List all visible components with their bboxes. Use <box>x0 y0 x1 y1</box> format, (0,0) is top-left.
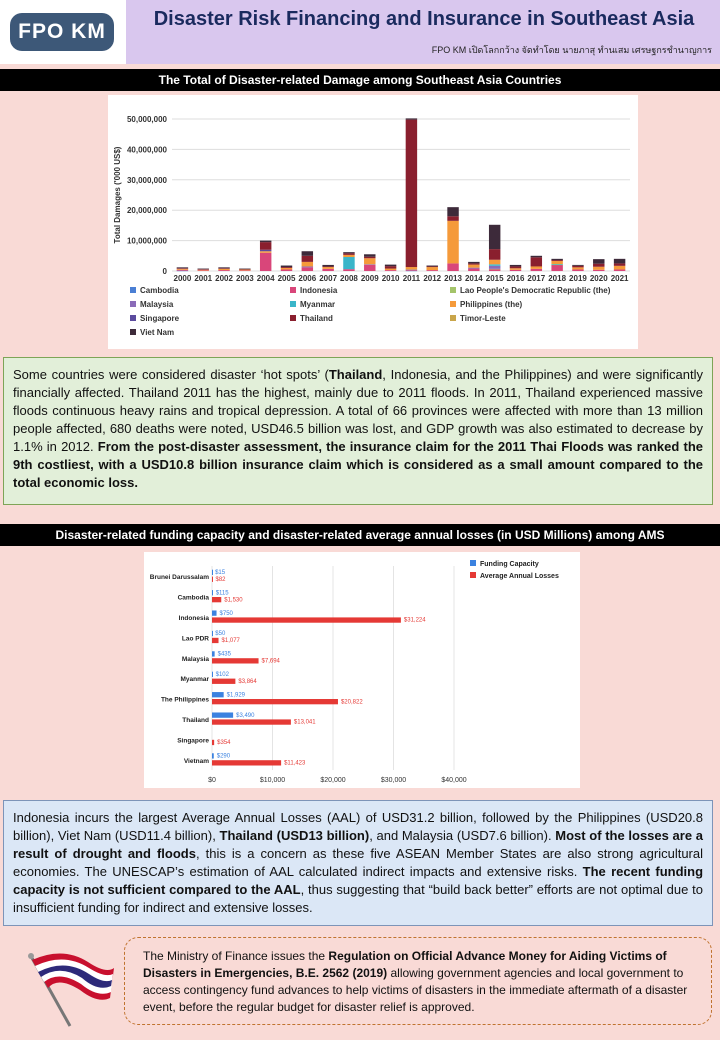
damage-summary-text2: , Indonesia, and the Philippines) and were significantly financially affected. Thailand 2011 has the highest, mainly due to 2011 floods. In 2011, Thailand experienced massive floods continuous heavy rains and tropical depression. A total of 66 provinces were affected with more than 13 million people affected, 680 deaths were noted, USD46.5 billion was lost, and GDP growth was also estimated to decrease by 1.1% in 2012. <box>13 367 703 454</box>
bar-viet-nam-2007 <box>322 265 333 267</box>
x-tick-label: 2001 <box>194 274 213 283</box>
data-label: $290 <box>216 753 231 760</box>
x-tick-label: 2000 <box>173 274 192 283</box>
bar-viet-nam-2019 <box>572 265 583 266</box>
x-tick-label: 2006 <box>298 274 317 283</box>
bar-singapore-2004 <box>260 250 271 252</box>
bar-indonesia-2007 <box>322 269 333 271</box>
bar-indonesia-2003 <box>239 270 250 271</box>
x-tick-label: 2003 <box>235 274 254 283</box>
bar-thailand-2003 <box>239 269 250 270</box>
category-label: Myanmar <box>180 676 209 684</box>
x-tick-label: 2017 <box>527 274 546 283</box>
page-subtitle: FPO KM เปิดโลกกว้าง จัดทำโดย นายภาสุ ทำนเสม เศรษฐกรชำนาญการ <box>431 45 712 55</box>
x-tick-label: 2008 <box>340 274 358 283</box>
category-label: The Philippines <box>160 696 209 704</box>
category-label: Vietnam <box>183 757 209 765</box>
x-tick-label: 2016 <box>506 274 525 283</box>
x-tick-label: 2007 <box>319 274 338 283</box>
bar-viet-nam-2013 <box>447 207 458 216</box>
bar-viet-nam-2018 <box>551 259 562 260</box>
x-tick-label: 2002 <box>215 274 233 283</box>
bar-lao-people-s-democratic-republic-the--2011 <box>406 269 417 270</box>
bar-philippines-the--2020 <box>593 267 604 270</box>
bar-thailand-2012 <box>427 266 438 267</box>
legend-swatch <box>450 287 456 293</box>
bar-philippines-the--2013 <box>447 221 458 264</box>
bar-thailand-2006 <box>302 256 313 262</box>
damage-summary-text1: Some countries were considered disaster ‘hot spots’ ( <box>13 367 329 382</box>
header <box>0 0 720 64</box>
bar-viet-nam-2003 <box>239 269 250 270</box>
page-title: Disaster Risk Financing and Insurance in Southeast Asia <box>153 8 695 30</box>
bar-malaysia-2015 <box>489 266 500 269</box>
bar-indonesia-2002 <box>218 270 229 271</box>
x-tick-label: 2005 <box>277 274 296 283</box>
legend-label: Timor-Leste <box>460 314 506 323</box>
bar-viet-nam-2009 <box>364 254 375 256</box>
bar-indonesia-2001 <box>198 270 209 271</box>
bar-aal-lao-pdr <box>212 638 219 643</box>
bar-thailand-2002 <box>218 268 229 269</box>
bar-viet-nam-2002 <box>218 267 229 268</box>
bar-viet-nam-2012 <box>427 266 438 267</box>
legend-label: Funding Capacity <box>480 561 539 568</box>
bar-funding-malaysia <box>212 651 215 656</box>
bar-philippines-the--2000 <box>177 269 188 270</box>
data-label: $50 <box>215 631 226 638</box>
x-tick-label: $30,000 <box>380 777 407 784</box>
x-tick-label: $40,000 <box>441 777 467 784</box>
x-tick-label: $10,000 <box>259 777 286 784</box>
x-tick-label: 2021 <box>610 274 629 283</box>
x-tick-label: 2011 <box>402 274 421 283</box>
bar-myanmar-2015 <box>489 264 500 266</box>
category-label: Singapore <box>177 737 209 745</box>
x-tick-label: 2015 <box>485 274 504 283</box>
x-tick-label: 2018 <box>548 274 567 283</box>
data-label: $750 <box>219 610 233 617</box>
bar-thailand-2021 <box>614 263 625 265</box>
bar-thailand-2007 <box>322 266 333 267</box>
legend-swatch <box>290 301 296 307</box>
x-tick-label: 2013 <box>444 274 462 283</box>
bar-malaysia-2009 <box>364 264 375 265</box>
bar-indonesia-2012 <box>427 270 438 271</box>
x-tick-label: 2020 <box>589 274 608 283</box>
data-label: $13,041 <box>293 719 316 726</box>
bar-thailand-2011 <box>406 120 417 267</box>
bar-thailand-2019 <box>572 266 583 268</box>
bar-aal-malaysia <box>212 658 259 663</box>
bar-funding-lao-pdr <box>212 631 213 636</box>
bar-philippines-the--2005 <box>281 268 292 270</box>
y-tick-label: 50,000,000 <box>126 115 167 124</box>
data-label: $115 <box>215 590 229 597</box>
damage-chart <box>108 95 638 349</box>
x-tick-label: $0 <box>208 777 216 784</box>
legend-swatch <box>290 287 296 293</box>
bar-lao-people-s-democratic-republic-the--2015 <box>489 269 500 270</box>
y-tick-label: 0 <box>162 267 167 276</box>
bar-viet-nam-2020 <box>593 259 604 264</box>
bar-malaysia-2006 <box>302 266 313 267</box>
aal-bold1: Thailand (USD13 billion) <box>219 828 370 843</box>
bar-viet-nam-2010 <box>385 265 396 267</box>
bar-indonesia-2000 <box>177 270 188 271</box>
data-label: $354 <box>217 740 231 747</box>
bar-thailand-2016 <box>510 266 521 268</box>
bar-indonesia-2015 <box>489 269 500 271</box>
x-tick-label: 2009 <box>360 274 379 283</box>
data-label: $20,822 <box>340 699 363 706</box>
aal-text4: , thus suggesting that “build back better” efforts are not optimal due to insufficient funding for indirect and extensive losses. <box>13 882 704 915</box>
bar-viet-nam-2017 <box>531 256 542 258</box>
bar-indonesia-2004 <box>260 253 271 271</box>
bar-thailand-2000 <box>177 268 188 269</box>
bar-indonesia-2010 <box>385 270 396 271</box>
bar-thailand-2001 <box>198 269 209 270</box>
bar-aal-the-philippines <box>212 699 338 704</box>
bar-thailand-2005 <box>281 267 292 268</box>
bar-philippines-the--2006 <box>302 262 313 267</box>
legend-label: Viet Nam <box>140 328 175 337</box>
bar-indonesia-2019 <box>572 269 583 271</box>
note-text1: The Ministry of Finance issues the <box>143 949 329 963</box>
bar-viet-nam-2021 <box>614 259 625 264</box>
category-label: Brunei Darussalam <box>149 574 209 582</box>
logo <box>0 0 126 64</box>
legend-swatch <box>130 315 136 321</box>
y-tick-label: 10,000,000 <box>126 236 167 246</box>
legend-label: Lao People's Democratic Republic (the) <box>460 286 611 295</box>
y-tick-label: 20,000,000 <box>126 206 167 216</box>
data-label: $82 <box>215 576 226 583</box>
data-label: $1,077 <box>221 638 240 645</box>
bar-aal-thailand <box>212 719 291 724</box>
bar-aal-singapore <box>212 740 214 745</box>
bar-philippines-the--2016 <box>510 268 521 270</box>
funding-chart-panel <box>144 552 580 788</box>
bar-aal-myanmar <box>212 679 235 684</box>
bar-thailand-2004 <box>260 242 271 250</box>
legend-swatch <box>470 572 476 578</box>
x-tick-label: 2010 <box>381 274 400 283</box>
bar-thailand-2017 <box>531 257 542 266</box>
funding-chart <box>144 552 580 788</box>
regulation-note <box>124 937 712 1025</box>
damage-summary-bold2: From the post-disaster assessment, the insurance claim for the 2011 Thai Floods was ranked the 9th costliest, with a USD10.8 billion insurance claim which is considered as a small amount compared to the total economic loss. <box>13 439 703 490</box>
bar-philippines-the--2010 <box>385 269 396 271</box>
bar-indonesia-2013 <box>447 263 458 271</box>
damage-summary <box>3 357 713 505</box>
bar-philippines-the--2012 <box>427 267 438 270</box>
bar-thailand-2020 <box>593 264 604 267</box>
category-label: Malaysia <box>181 655 209 663</box>
bar-lao-people-s-democratic-republic-the--2018 <box>551 265 562 266</box>
category-label: Cambodia <box>177 594 209 602</box>
bar-thailand-2015 <box>489 249 500 260</box>
legend-swatch <box>130 301 136 307</box>
legend-swatch <box>130 287 136 293</box>
bar-malaysia-2014 <box>468 268 479 269</box>
data-label: $7,694 <box>261 658 280 665</box>
legend-swatch <box>470 560 476 566</box>
y-tick-label: 40,000,000 <box>126 145 167 155</box>
bar-viet-nam-2004 <box>260 241 271 243</box>
y-tick-label: 30,000,000 <box>126 175 167 185</box>
bar-indonesia-2021 <box>614 269 625 271</box>
bar-philippines-the--2011 <box>406 267 417 269</box>
bar-philippines-the--2002 <box>218 269 229 270</box>
data-label: $15 <box>215 569 226 576</box>
aal-bold3: The recent funding capacity is not sufficient compared to the AAL <box>13 864 704 897</box>
bar-indonesia-2020 <box>593 270 604 271</box>
bar-philippines-the--2015 <box>489 260 500 265</box>
x-tick-label: 2014 <box>464 274 483 283</box>
aal-summary <box>3 800 713 926</box>
thai-flag-icon <box>18 938 118 1030</box>
legend-label: Malaysia <box>140 300 174 309</box>
bar-philippines-the--2001 <box>198 270 209 271</box>
legend-label: Myanmar <box>300 300 336 309</box>
bar-viet-nam-2008 <box>343 252 354 253</box>
legend-label: Philippines (the) <box>460 300 523 309</box>
legend-label: Cambodia <box>140 286 179 295</box>
bar-myanmar-2008 <box>343 257 354 269</box>
bar-funding-the-philippines <box>212 692 224 697</box>
bar-philippines-the--2009 <box>364 258 375 264</box>
bar-thailand-2013 <box>447 216 458 221</box>
bar-cambodia-2011 <box>406 271 417 272</box>
bar-philippines-the--2019 <box>572 267 583 269</box>
bar-philippines-the--2007 <box>322 267 333 269</box>
legend-swatch <box>290 315 296 321</box>
bar-philippines-the--2014 <box>468 265 479 268</box>
y-axis-label: Total Damages ('000 US$) <box>113 146 122 244</box>
bar-thailand-2018 <box>551 260 562 261</box>
bar-thailand-2014 <box>468 263 479 264</box>
data-label: $31,224 <box>403 617 426 624</box>
bar-funding-myanmar <box>212 672 213 677</box>
category-label: Lao PDR <box>181 635 209 643</box>
bar-funding-vietnam <box>212 753 214 758</box>
bar-indonesia-2017 <box>531 269 542 271</box>
bar-indonesia-2016 <box>510 270 521 271</box>
bar-viet-nam-2011 <box>406 118 417 119</box>
data-label: $3,490 <box>236 712 255 719</box>
bar-viet-nam-2000 <box>177 267 188 268</box>
bar-cambodia-2000 <box>177 271 188 272</box>
logo-badge: FPO KM <box>10 13 114 51</box>
bar-thailand-2010 <box>385 266 396 268</box>
bar-myanmar-2018 <box>551 264 562 265</box>
legend-swatch <box>450 315 456 321</box>
bar-indonesia-2009 <box>364 265 375 271</box>
data-label: $1,530 <box>224 597 243 604</box>
note-text2: allowing government agencies and local government to access contingency fund advances to help victims of disasters in the immediate aftermath of a disaster event, before the regular budget for disaster relief is approved. <box>143 966 688 1014</box>
legend-swatch <box>450 301 456 307</box>
legend-label: Singapore <box>140 314 180 323</box>
section-title-funding: Disaster-related funding capacity and disaster-related average annual losses (in USD Millions) among AMS <box>0 524 720 546</box>
x-tick-label: 2019 <box>569 274 587 283</box>
data-label: $435 <box>217 651 231 658</box>
bar-aal-vietnam <box>212 760 281 765</box>
bar-viet-nam-2005 <box>281 266 292 268</box>
aal-text1: Indonesia incurs the largest Average Annual Losses (AAL) of USD31.2 billion, followed by the Philippines (USD20.8 billion), Viet Nam (USD11.4 billion), <box>13 810 703 843</box>
bar-aal-cambodia <box>212 597 221 602</box>
bar-philippines-the--2004 <box>260 251 271 253</box>
bar-funding-brunei-darussalam <box>212 570 213 575</box>
bar-aal-brunei-darussalam <box>212 577 213 582</box>
data-label: $3,864 <box>238 678 257 685</box>
note-bold1: Regulation on Official Advance Money for Aiding Victims of Disasters in Emergencies, B.E. 2562 (2019) <box>143 949 667 980</box>
x-tick-label: $20,000 <box>320 777 346 784</box>
bar-philippines-the--2021 <box>614 266 625 270</box>
aal-text2: , and Malaysia (USD7.6 billion). <box>369 828 556 843</box>
bar-thailand-2009 <box>364 257 375 259</box>
bar-viet-nam-2016 <box>510 265 521 267</box>
bar-indonesia-2005 <box>281 269 292 271</box>
bar-thailand-2008 <box>343 253 354 255</box>
x-tick-label: 2004 <box>256 274 275 283</box>
section-title-damage: The Total of Disaster-related Damage among Southeast Asia Countries <box>0 69 720 91</box>
bar-viet-nam-2006 <box>302 251 313 256</box>
bar-funding-thailand <box>212 712 233 717</box>
data-label: $102 <box>215 671 229 678</box>
legend-label: Average Annual Losses <box>480 573 559 580</box>
legend-swatch <box>130 329 136 335</box>
bar-indonesia-2008 <box>343 269 354 271</box>
x-tick-label: 2012 <box>423 274 442 283</box>
aal-text3: , this is a concern as these five ASEAN Member States are also strong agricultural economies. The UNESCAP’s estimation of AAL calculated indirect impacts and extensive risks. <box>13 846 703 879</box>
aal-bold2: Most of the losses are a result of drought and floods <box>13 828 703 861</box>
data-label: $11,423 <box>284 760 306 767</box>
category-label: Thailand <box>182 717 209 724</box>
data-label: $1,929 <box>226 692 246 699</box>
bar-funding-indonesia <box>212 610 217 615</box>
bar-aal-indonesia <box>212 617 401 622</box>
bar-indonesia-2014 <box>468 269 479 271</box>
legend-label: Indonesia <box>300 286 338 295</box>
bar-viet-nam-2014 <box>468 262 479 264</box>
damage-chart-panel <box>108 95 638 349</box>
bar-viet-nam-2015 <box>489 225 500 249</box>
damage-summary-bold1: Thailand <box>328 367 383 382</box>
bar-indonesia-2006 <box>302 267 313 271</box>
bar-viet-nam-2001 <box>198 269 209 270</box>
bar-funding-cambodia <box>212 590 213 595</box>
legend-label: Thailand <box>300 314 333 323</box>
bar-philippines-the--2018 <box>551 261 562 264</box>
bar-indonesia-2018 <box>551 265 562 271</box>
category-label: Indonesia <box>178 615 209 622</box>
bar-philippines-the--2017 <box>531 266 542 268</box>
bar-philippines-the--2008 <box>343 255 354 257</box>
